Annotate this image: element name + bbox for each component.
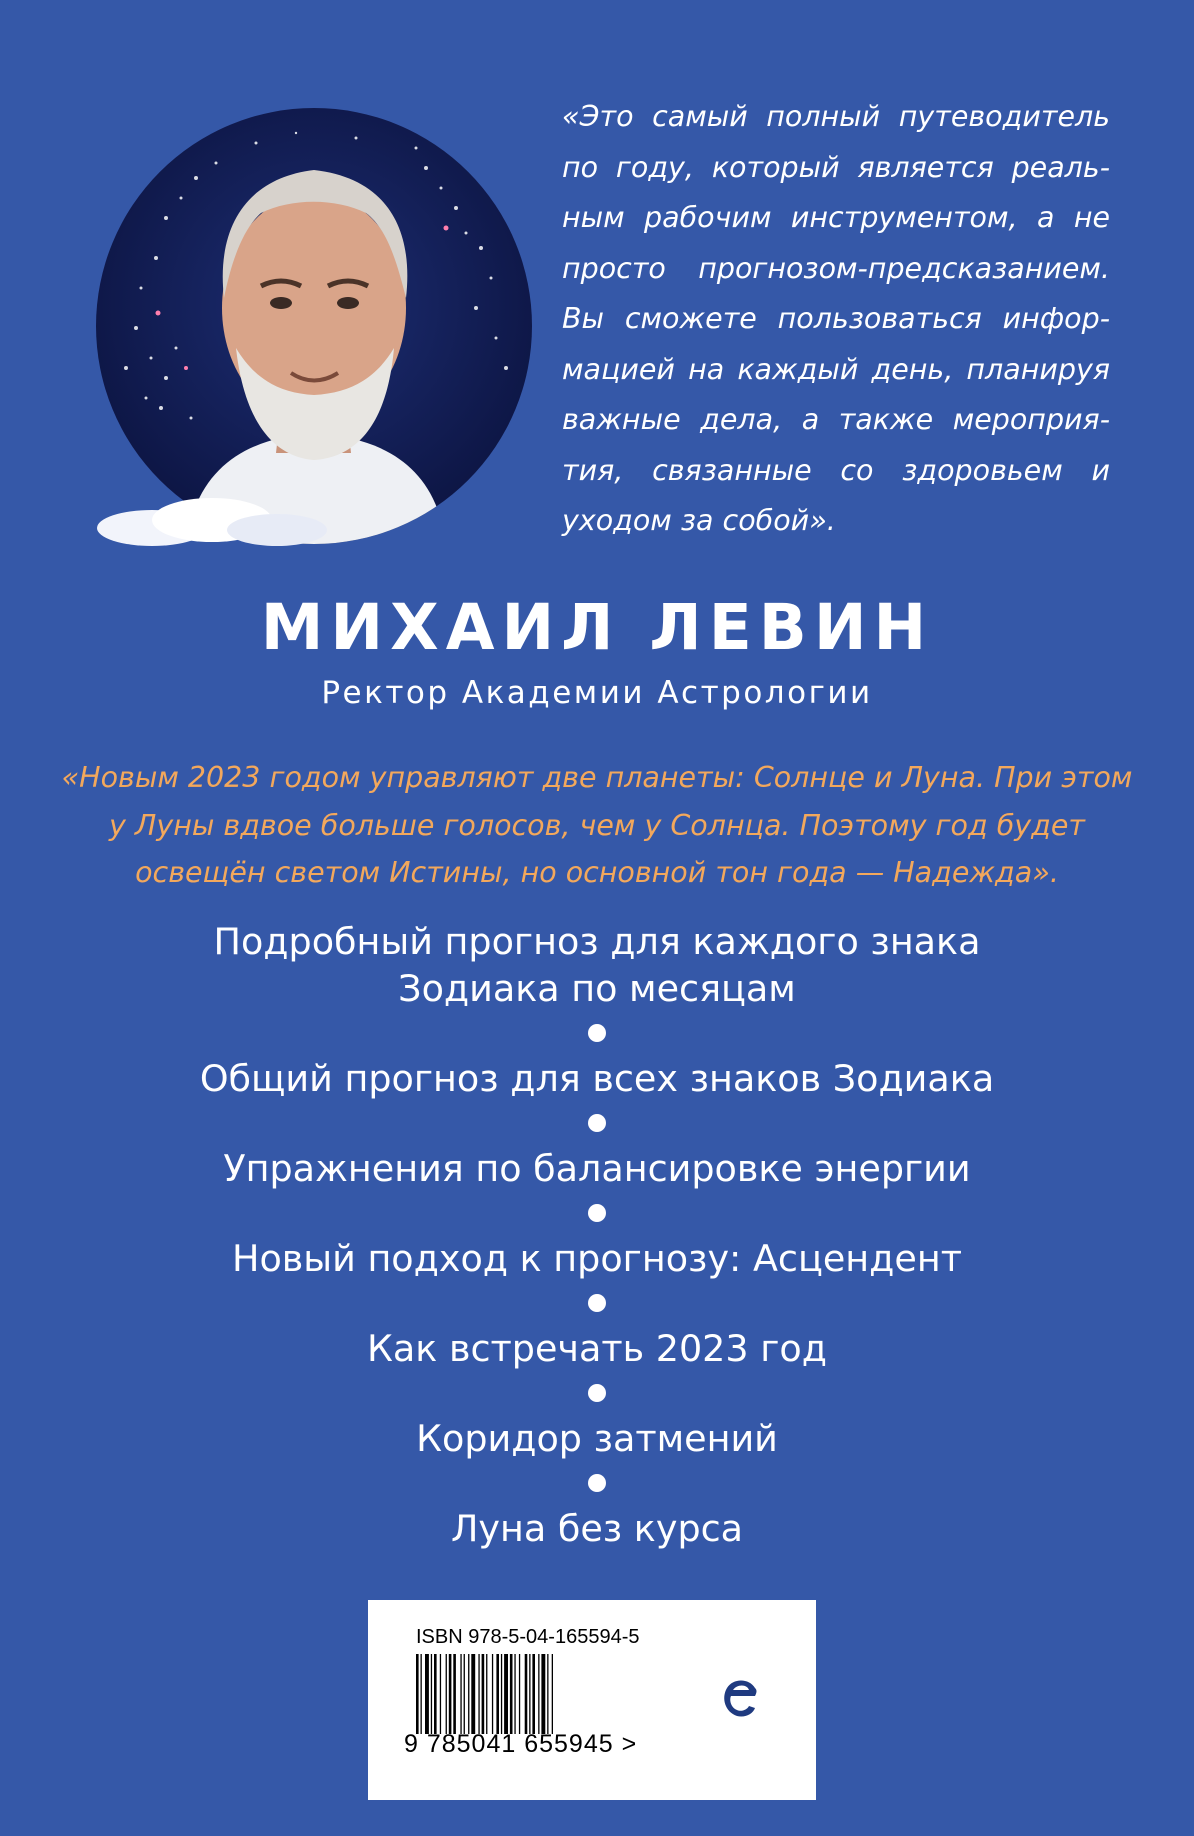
barcode-bar [525,1654,528,1734]
feature-item: Подробный прогноз для каждого знака Зодиака по месяцам [213,920,981,1010]
publisher-logo-icon [713,1670,769,1726]
barcode-bar [425,1654,429,1734]
barcode-bar [416,1654,419,1734]
middle-quote: «Новым 2023 годом управляют две планеты: Солнце и Луна. При этом у Луны вдвое больше голосов, чем у Солнца. Поэтому год будет освещён светом Истины, но основной тон года — Надежда». [61,761,1133,889]
feature-item: Как встречать 2023 год [367,1327,827,1370]
bullet-dot [588,1114,606,1132]
barcode-bar [460,1654,461,1734]
barcode-bar [471,1654,475,1734]
barcode-bar [492,1654,493,1734]
author-title: Ректор Академии Астрологии [321,675,873,711]
author-portrait [96,108,532,544]
bullet-dot [588,1204,606,1222]
barcode-bar [449,1654,452,1734]
barcode-bar [514,1654,515,1734]
barcode-box [368,1600,816,1800]
barcode-bar [434,1654,437,1734]
bullet-dot [588,1024,606,1042]
barcode-bar [478,1654,479,1734]
barcode-bar [486,1654,487,1734]
barcode-bar [464,1654,465,1734]
author-photo-illustration [96,108,532,544]
barcode-digits: 9 785041 655945 > [404,1730,638,1758]
barcode-bar [421,1654,422,1734]
barcode-bar [552,1654,553,1734]
barcode-bar [538,1654,539,1734]
feature-item: Упражнения по балансировке энергии [223,1147,971,1190]
barcode-bar [541,1654,545,1734]
barcode-bar [519,1654,520,1734]
barcode-bar [440,1654,441,1734]
bullet-dot [588,1294,606,1312]
barcode-bar [501,1654,502,1734]
feature-item: Луна без курса [450,1507,744,1550]
isbn-text: ISBN 978-5-04-165594-5 [416,1626,640,1648]
barcode-bar [446,1654,447,1734]
feature-item: Коридор затмений [416,1417,778,1460]
barcode-bar [529,1654,530,1734]
barcode-bar [482,1654,485,1734]
barcode-bar [504,1654,508,1734]
barcode-bar [453,1654,456,1734]
bullet-dot [588,1474,606,1492]
barcode-bar [468,1654,469,1734]
barcode-bar [496,1654,499,1734]
barcode-bar [510,1654,513,1734]
features-list [0,918,1194,1552]
feature-item: Общий прогноз для всех знаков Зодиака [199,1057,995,1100]
feature-item: Новый подход к прогнозу: Асцендент [232,1237,962,1280]
barcode-bar [532,1654,535,1734]
author-name: МИХАИЛ ЛЕВИН [260,591,934,664]
barcode-bar [547,1654,548,1734]
barcode-bar [431,1654,432,1734]
cloud-decoration [92,488,342,558]
bullet-dot [588,1384,606,1402]
top-quote: «Это самый полный путеводитель по году, который является реальным рабочим инструментом, а не просто прогнозом-предсказанием. Вы сможете пользоваться информацией на каждый день, планируя важные дела, а также мероприятия, связанные со здоровьем и уходом за собой». [562,100,1110,537]
